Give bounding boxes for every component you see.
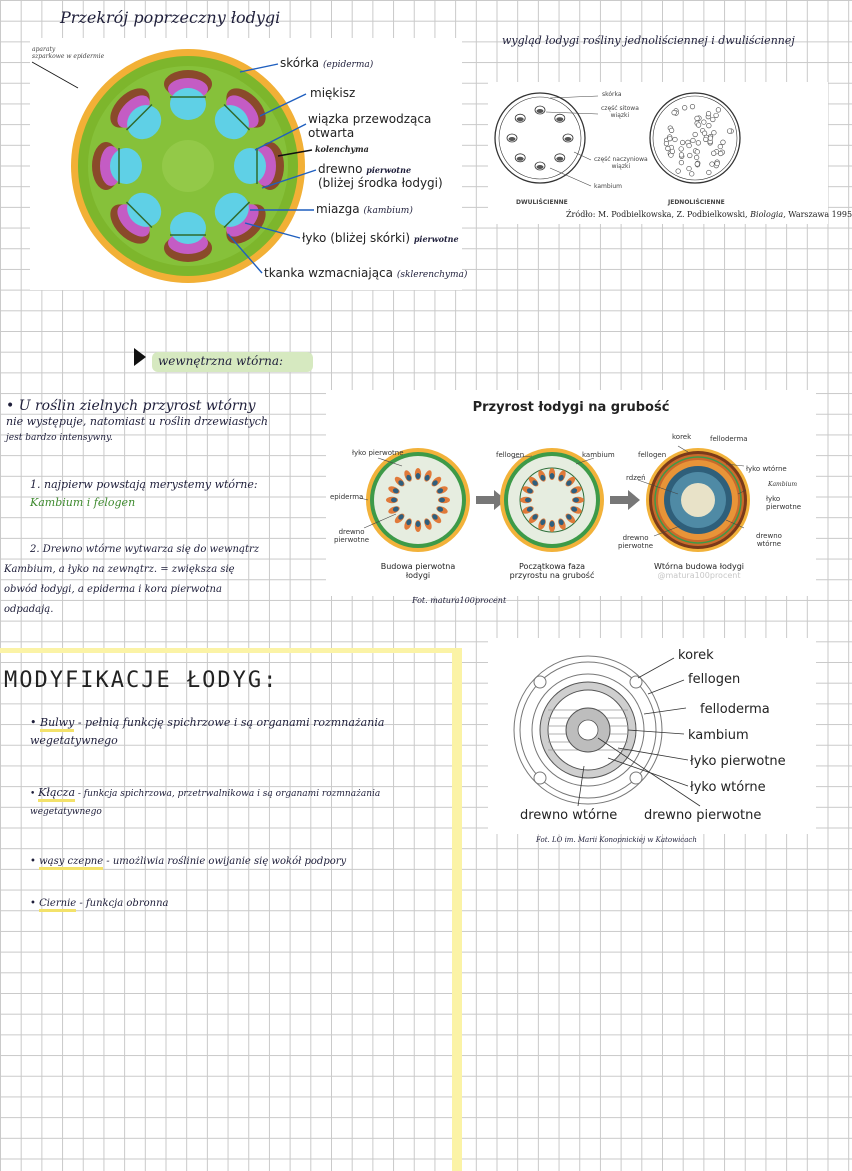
monocot-bundle <box>710 162 715 167</box>
label-wiazka: wiązka przewodząca otwarta <box>308 112 432 140</box>
g-label-drewno-wtorne: drewno wtórne <box>756 532 782 548</box>
monocot-bundle <box>707 123 712 128</box>
md-label-skorka: skórka <box>602 91 622 98</box>
yellow-top-line <box>0 648 462 653</box>
g-caption-2: Początkowa faza przyrostu na grubość <box>509 562 595 580</box>
arrow-marker-icon <box>134 348 146 366</box>
monocot-bundle <box>696 123 701 128</box>
monocot-bundle <box>695 162 700 167</box>
growth-bundle <box>386 497 398 503</box>
growth-bundle <box>415 520 421 532</box>
md-label-dwu: DWULIŚCIENNE <box>516 199 568 206</box>
monocot-bundle <box>689 172 694 177</box>
g-label-felloderma: felloderma <box>710 435 748 443</box>
monocot-bundle <box>694 155 699 160</box>
monocot-bundle <box>727 129 732 134</box>
monocot-bundle <box>690 104 695 109</box>
monocot-bundle <box>666 146 671 151</box>
g-label-rdzen: rdzeń <box>626 474 646 482</box>
monocot-bundle <box>706 111 711 116</box>
note-item-1: 1. najpierw powstają merystemy wtórne: Kambium i felogen <box>30 478 258 509</box>
monocot-bundle <box>718 144 723 149</box>
growth-bundle <box>438 497 450 503</box>
mod-item-klacza: • Kłącza - funkcja spichrzowa, przetrwalnikowa i są organami rozmnażania wegetatywnego <box>30 786 381 817</box>
monocot-bundle <box>718 151 723 156</box>
label-skorka: skórka (epiderma) <box>280 56 374 70</box>
note-item-2: 2. Drewno wtórne wytwarza się do wewnątrz Kambium, a łyko na zewnątrz. = zwiększa się obwód łodygi, a epiderma i kora pierwotna odpadają. <box>4 544 260 615</box>
monocot-bundle <box>691 138 696 143</box>
md-label-naczyniowa: część naczyniowa wiązki <box>594 156 648 170</box>
monocot-bundle <box>703 137 708 142</box>
monocot-bundle <box>715 161 720 166</box>
growth-bundle <box>415 468 421 480</box>
monocot-bundle <box>679 147 684 152</box>
mod-item-wasy: • wąsy czepne - umożliwia roślinie owijanie się wokół podpory <box>30 856 346 867</box>
growth-bundle <box>520 497 532 503</box>
monocot-bundle <box>672 110 677 115</box>
growth-title: Przyrost łodygi na grubość <box>472 400 670 415</box>
t-label-lyko-pierwotne: łyko pierwotne <box>690 754 786 769</box>
growth-bundle <box>549 468 555 480</box>
monocot-bundle <box>676 169 681 174</box>
label-kolenchyma: kolenchyma <box>315 144 369 154</box>
monocot-bundle <box>687 166 692 171</box>
label-tkanka: tkanka wzmacniająca (sklerenchyma) <box>264 266 468 280</box>
monocot-bundle <box>682 105 687 110</box>
label-lyko: łyko (bliżej skórki) pierwotne <box>302 231 459 245</box>
label-miazga: miazga (kambium) <box>316 202 413 216</box>
t-label-fellogen: fellogen <box>688 672 741 687</box>
monocot-bundle <box>711 151 716 156</box>
monocot-bundle <box>707 170 712 175</box>
label-drewno: drewno pierwotne (bliżej środka łodygi) <box>318 162 443 190</box>
monocot-bundle <box>714 113 719 118</box>
modifications-heading: MODYFIKACJE ŁODYG: <box>4 668 279 693</box>
label-leader-lines <box>30 38 462 290</box>
md-label-kambium: kambium <box>594 183 623 190</box>
cross-section-title: Przekrój poprzeczny łodygi <box>60 8 281 27</box>
g-label-kambium: kambium <box>582 451 615 459</box>
t-label-drewno-wtorne: drewno wtórne <box>520 808 618 823</box>
tree-photo-credit: Fot. LO im. Marii Konopnickiej w Katowicach <box>536 836 697 844</box>
t-label-drewno-pierwotne: drewno pierwotne <box>644 808 762 823</box>
label-miekisz: miękisz <box>310 86 356 100</box>
monocot-bundle <box>668 136 673 141</box>
monocot-bundle <box>702 120 707 125</box>
t-label-lyko-wtorne: łyko wtórne <box>690 780 766 795</box>
g-label-epiderma: epiderma <box>330 493 364 501</box>
md-source: Źródło: M. Podbielkowska, Z. Podbielkowski, Biologia, Warszawa 1995 <box>566 210 852 219</box>
g-label-korek: korek <box>672 433 692 441</box>
growth-panel <box>326 390 816 596</box>
growth-photo-credit: Fot. matura100procent <box>412 596 507 605</box>
g-label-fellogen: fellogen <box>496 451 525 459</box>
g-caption-3: Wtórna budowa łodygi @matura100procent <box>654 562 744 580</box>
t-label-felloderma: felloderma <box>700 702 770 717</box>
monocot-bundle <box>695 116 700 121</box>
tree-section-panel <box>488 638 816 834</box>
mono-di-panel <box>488 82 852 224</box>
monocot-bundle <box>696 141 701 146</box>
yellow-margin-line <box>452 652 462 1171</box>
mod-item-bulwy: • Bulwy - pełnią funkcję spichrzowe i są organami rozmnażania wegetatywnego <box>30 716 385 747</box>
mod-item-ciernie: • Ciernie - funkcja obronna <box>30 898 168 909</box>
monocot-bundle <box>670 149 675 154</box>
t-label-korek: korek <box>678 648 714 663</box>
monocot-bundle <box>693 132 698 137</box>
monocot-bundle <box>716 108 721 113</box>
g-label-drewno-pierwotne: drewno pierwotne <box>334 528 370 544</box>
g-label-lyko-wtorne: łyko wtórne <box>746 465 787 473</box>
g-label-kambium2: Kambium <box>768 481 798 488</box>
monocot-bundle <box>695 150 700 155</box>
monocot-bundle <box>687 153 692 158</box>
tree-section-diagram <box>488 638 816 834</box>
growth-bundle <box>572 497 584 503</box>
monocot-bundle <box>680 140 685 145</box>
g-label-lyko-pierwotne: łyko pierwotne <box>352 449 404 457</box>
monocot-bundle <box>664 141 669 146</box>
monocot-bundle <box>711 117 716 122</box>
secondary-heading: wewnętrzna wtórna: <box>152 352 313 372</box>
monocot-bundle <box>679 153 684 158</box>
monocot-bundle <box>673 137 678 142</box>
side-label: aparaty szparkowe w epidermie <box>32 46 105 60</box>
t-label-kambium: kambium <box>688 728 749 743</box>
g-caption-1: Budowa pierwotna łodygi <box>380 562 456 580</box>
g-label-drewno-pierwotne2: drewno pierwotne <box>618 534 654 550</box>
monocot-bundle <box>679 160 684 165</box>
cross-section-panel <box>30 38 468 290</box>
monocot-bundle <box>721 140 726 145</box>
md-label-jedno: JEDNOLIŚCIENNE <box>668 199 725 206</box>
g-label-lyko-pierwotne2: łyko pierwotne <box>766 495 802 511</box>
monocot-bundle <box>669 128 674 133</box>
g-label-fellogen2: fellogen <box>638 451 667 459</box>
md-label-sitowa: część sitowa wiązki <box>601 105 639 119</box>
monocot-bundle <box>708 136 713 141</box>
growth-bundle <box>549 520 555 532</box>
monocot-bundle <box>712 130 717 135</box>
notes-block: • U roślin zielnych przyrost wtórny nie występuje, natomiast u roślin drzewiastych jest bardzo intensywny. <box>6 398 268 443</box>
monocot-bundle <box>687 143 692 148</box>
mono-di-title: wygląd łodygi rośliny jednoliściennej i dwuliściennej <box>502 34 795 47</box>
